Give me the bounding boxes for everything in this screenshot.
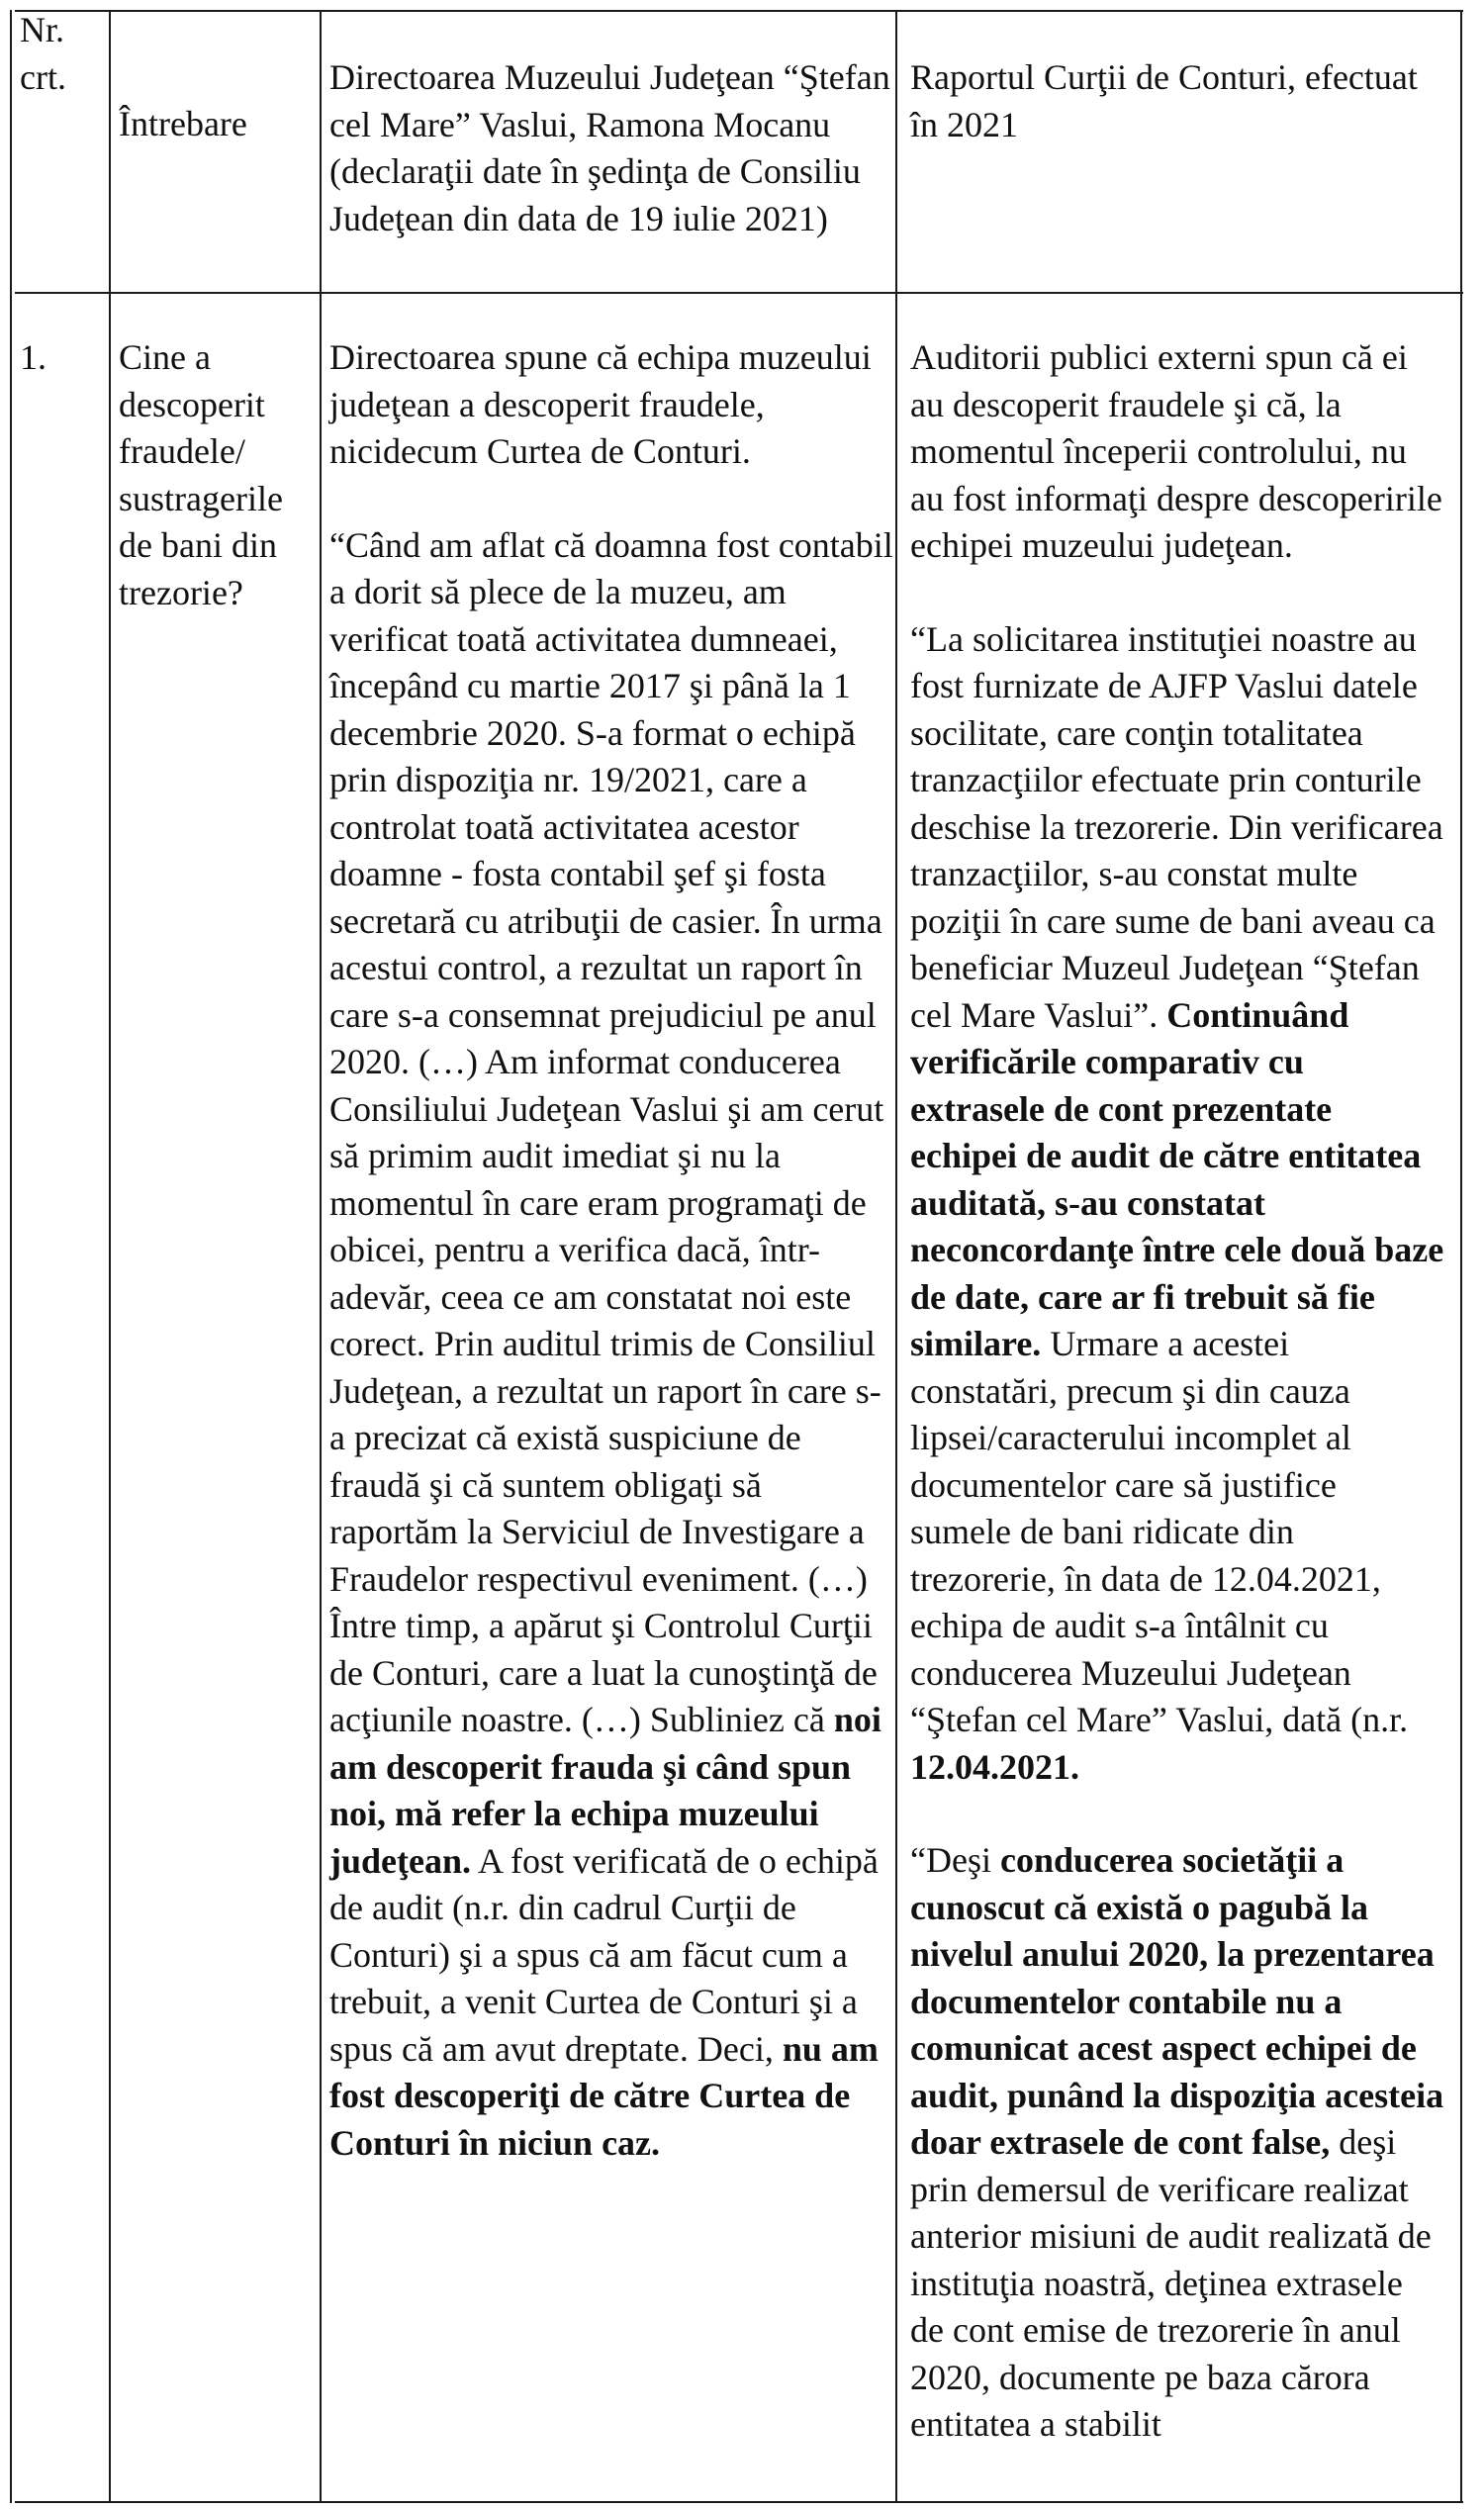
question-text: Cine a descoperit fraudele/ sustragerile de bani din trezorie? [119, 337, 283, 612]
court-report-cell [910, 334, 1444, 2449]
row-number: 1. [20, 337, 46, 377]
header-director [329, 54, 893, 242]
header-question-label: Întrebare [119, 104, 247, 143]
column-divider-3 [895, 10, 897, 2503]
header-court-label: Raportul Curţii de Conturi, efectuat în 2021 [910, 57, 1418, 144]
director-quote-bold-2: nu am fost descoperiţi de către Curtea de Conturi în niciun caz. [329, 2028, 879, 2163]
director-statement-cell [329, 334, 893, 2167]
court-quote-bold-2: 12.04.2021. [910, 1746, 1079, 1787]
court-quote-text: “La solicitarea instituţiei noastre au fost furnizate de AJFP Vaslui datele socilitate, care conţin totalitatea tranzacţiilor efectuate prin conturile deschise la trezorerie. Din verificarea tranzacţiilor, s-au constat multe poziţii în care sume de bani aveau ca beneficiar Muzeul Judeţean “Ştefan cel Mare Vaslui”. [910, 618, 1443, 1035]
question-cell [119, 334, 307, 616]
table-border-left [10, 10, 12, 2503]
director-quote [329, 522, 893, 2168]
court-summary: Auditorii publici externi spun că ei au descoperit fraudele şi că, la momentul începerii controlului, nu au fost informaţi despre descoperirile echipei muzeului judeţean. [910, 337, 1442, 565]
court-quote2-bold: conducerea societăţii a cunoscut că există o pagubă la nivelul anului 2020, la prezentarea documentelor contabile nu a comunicat acest aspect echipei de audit, punând la dispoziţia acesteia doar extrasele de cont false, [910, 1840, 1444, 2162]
court-quote-bold: Continuând verificările comparativ cu extrasele de cont prezentate echipei de audit de către entitatea auditată, s-au constatat neconcordanţe între cele două baze de date, care ar fi trebuit să fie similare. [910, 994, 1444, 1363]
header-row-divider [15, 292, 1463, 294]
column-divider-1 [109, 10, 111, 2503]
header-nr-crt [20, 7, 101, 101]
header-court-report [910, 54, 1444, 148]
court-quote2-text-2: deşi prin demersul de verificare realizat anterior misiuni de audit realizată de instituţia noastră, deţinea extrasele de cont emise de trezorerie în anul 2020, documente pe baza cărora entitatea a stabilit [910, 2122, 1432, 2444]
column-divider-2 [320, 10, 322, 2503]
court-quote2-text: “Deşi [910, 1840, 1000, 1880]
director-quote-text: “Când am aflat că doamna fost contabil a dorit să plece de la muzeu, am verificat toată activitatea dumneaei, începând cu martie 2017 şi până la 1 decembrie 2020. S-a format o echipă prin dispoziţia nr. 19/2021, care a controlat toată activitatea acestor doamne - fosta contabil şef şi fosta secretară cu atribuţii de casier. În urma acestui control, a rezultat un raport în care s-a consemnat prejudiciul pe anul 2020. (…) Am informat conducerea Consiliului Judeţean Vaslui şi am cerut să primim audit imediat şi nu la momentul în care eram programaţi de obicei, pentru a verifica dacă, într-adevăr, ceea ce am constatat noi este corect. Prin auditul trimis de Consiliul Judeţean, a rezultat un raport în care s-a precizat că există suspiciune de fraudă şi că suntem obligaţi să raportăm la Serviciul de Investigare a Fraudelor respectivul eveniment. (…) Între timp, a apărut şi Controlul Curţii de Conturi, care a luat la cunoştinţă de acţiunile noastre. (…) Subliniez că [329, 524, 893, 1739]
director-quote-text-2: A fost verificată de o echipă de audit (n.r. din cadrul Curţii de Conturi) şi a spus că am făcut cum a trebuit, a venit Curtea de Conturi şi a spus că am avut dreptate. Deci, [329, 1840, 879, 2069]
court-quote-2 [910, 1837, 1444, 2449]
row-number-cell [20, 334, 101, 382]
court-quote-text-2: Urmare a acestei constatări, precum şi din cauza lipsei/caracterului incomplet al documentelor care să justifice sumele de bani ridicate din trezorerie, în data de 12.04.2021, echipa de audit s-a întâlnit cu conducerea Muzeului Judeţean “Ştefan cel Mare” Vaslui, dată (n.r. [910, 1324, 1409, 1739]
header-nr-line2: crt. [20, 56, 66, 97]
table-border-top [15, 10, 1463, 12]
table-border-right [1460, 10, 1462, 2503]
director-summary: Directoarea spune că echipa muzeului judeţean a descoperit fraudele, nicidecum Curtea de Conturi. [329, 337, 872, 471]
header-director-label: Directoarea Muzeului Judeţean “Ştefan cel Mare” Vaslui, Ramona Mocanu (declaraţii date în şedinţa de Consiliu Judeţean din data de 19 iulie 2021) [329, 57, 890, 238]
court-quote [910, 616, 1444, 1792]
header-question [119, 101, 307, 148]
header-nr-line1: Nr. [20, 10, 64, 49]
table-border-bottom [15, 2501, 1463, 2503]
director-quote-bold: noi am descoperit frauda şi când spun noi, mă refer la echipa muzeului judeţean. [329, 1700, 881, 1881]
